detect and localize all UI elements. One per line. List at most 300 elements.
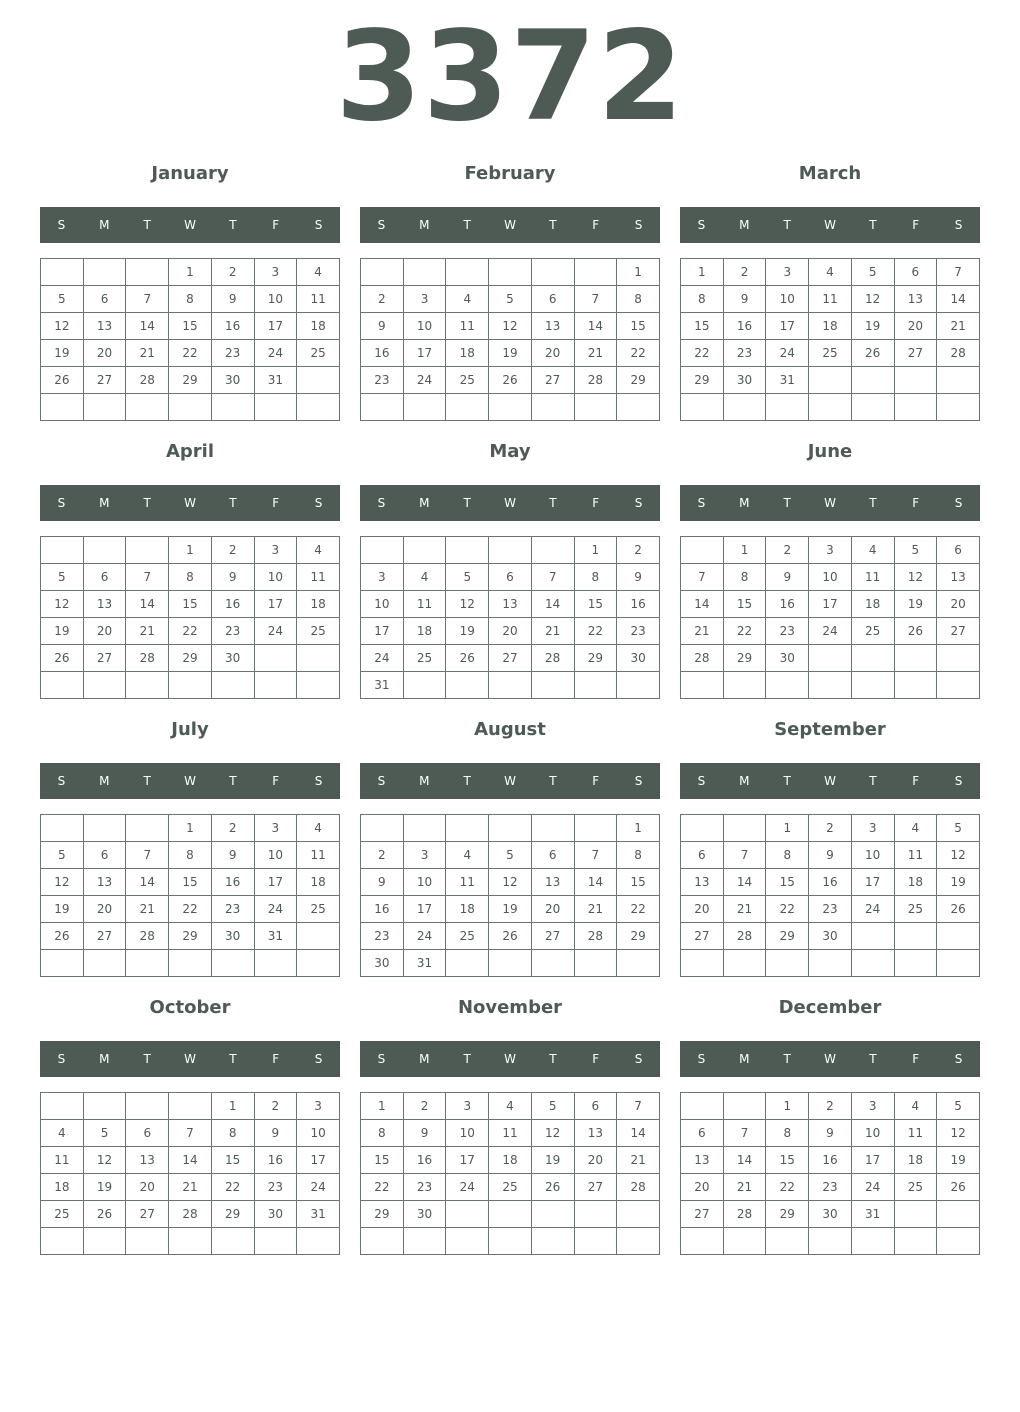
week-row	[361, 815, 660, 842]
empty-day-cell	[894, 367, 937, 394]
day-cell: 2	[403, 1093, 446, 1120]
empty-day-cell	[297, 672, 340, 699]
day-cell: 1	[169, 537, 212, 564]
weekday-label: T	[549, 496, 557, 510]
empty-day-cell	[681, 815, 724, 842]
day-cell: 1	[574, 537, 617, 564]
day-grid	[40, 258, 340, 421]
day-cell: 8	[723, 564, 766, 591]
weekday-label: S	[314, 774, 323, 788]
empty-day-cell	[297, 923, 340, 950]
day-cell: 20	[531, 340, 574, 367]
month-name: June	[807, 441, 853, 462]
day-cell: 20	[574, 1147, 617, 1174]
empty-day-cell	[937, 394, 980, 421]
week-row	[361, 367, 660, 394]
day-cell: 27	[894, 340, 937, 367]
weekday-label: T	[869, 218, 877, 232]
day-cell: 30	[254, 1201, 297, 1228]
week-row	[681, 367, 980, 394]
empty-day-cell	[126, 394, 169, 421]
day-cell: 20	[681, 896, 724, 923]
empty-day-cell	[254, 394, 297, 421]
empty-day-cell	[126, 672, 169, 699]
week-row	[681, 564, 980, 591]
empty-day-cell	[809, 367, 852, 394]
day-cell: 22	[211, 1174, 254, 1201]
day-cell: 7	[681, 564, 724, 591]
day-cell: 17	[851, 1147, 894, 1174]
day-cell: 17	[851, 869, 894, 896]
day-cell: 11	[446, 869, 489, 896]
weekday-label: S	[697, 774, 706, 788]
day-cell: 24	[446, 1174, 489, 1201]
day-cell: 25	[446, 923, 489, 950]
day-cell: 12	[41, 313, 84, 340]
day-cell: 6	[126, 1120, 169, 1147]
weekday-label: W	[504, 1052, 516, 1066]
day-cell: 2	[211, 815, 254, 842]
day-cell: 6	[531, 842, 574, 869]
day-cell: 3	[254, 815, 297, 842]
empty-day-cell	[723, 394, 766, 421]
day-cell: 27	[489, 645, 532, 672]
day-cell: 4	[446, 842, 489, 869]
empty-day-cell	[851, 923, 894, 950]
empty-day-cell	[937, 672, 980, 699]
empty-day-cell	[211, 950, 254, 977]
day-cell: 29	[169, 367, 212, 394]
weekday-label: S	[954, 774, 963, 788]
month-name: September	[774, 719, 886, 740]
weekday-label: T	[143, 218, 151, 232]
weekday-header	[360, 207, 660, 243]
day-cell: 25	[403, 645, 446, 672]
empty-day-cell	[446, 672, 489, 699]
empty-day-cell	[297, 367, 340, 394]
empty-day-cell	[254, 950, 297, 977]
week-row	[41, 259, 340, 286]
day-cell: 28	[126, 645, 169, 672]
day-cell: 18	[297, 591, 340, 618]
day-cell: 18	[41, 1174, 84, 1201]
week-row	[41, 537, 340, 564]
empty-day-cell	[446, 815, 489, 842]
empty-day-cell	[894, 923, 937, 950]
day-cell: 3	[254, 537, 297, 564]
day-cell: 18	[446, 340, 489, 367]
day-grid	[40, 536, 340, 699]
day-cell: 13	[489, 591, 532, 618]
day-cell: 26	[446, 645, 489, 672]
weekday-label: T	[229, 496, 237, 510]
day-cell: 9	[211, 286, 254, 313]
empty-day-cell	[254, 672, 297, 699]
day-cell: 5	[937, 1093, 980, 1120]
day-cell: 5	[937, 815, 980, 842]
day-cell: 25	[894, 896, 937, 923]
week-row	[681, 313, 980, 340]
weekday-label: M	[99, 774, 110, 788]
day-cell: 12	[489, 313, 532, 340]
weekday-label: T	[549, 774, 557, 788]
day-cell: 21	[723, 1174, 766, 1201]
day-cell: 28	[574, 367, 617, 394]
empty-day-cell	[403, 259, 446, 286]
day-cell: 19	[489, 340, 532, 367]
day-cell: 26	[41, 367, 84, 394]
day-cell: 3	[403, 842, 446, 869]
week-row	[361, 259, 660, 286]
empty-day-cell	[723, 1093, 766, 1120]
week-row	[361, 1201, 660, 1228]
week-row	[41, 1120, 340, 1147]
day-cell: 19	[489, 896, 532, 923]
day-cell: 11	[297, 286, 340, 313]
weekday-label: S	[314, 1052, 323, 1066]
day-cell: 18	[446, 896, 489, 923]
day-cell: 25	[446, 367, 489, 394]
day-cell: 30	[211, 367, 254, 394]
day-cell: 22	[169, 896, 212, 923]
empty-day-cell	[723, 672, 766, 699]
day-cell: 14	[126, 313, 169, 340]
day-cell: 12	[937, 842, 980, 869]
day-cell: 5	[83, 1120, 126, 1147]
day-cell: 30	[617, 645, 660, 672]
empty-day-cell	[489, 672, 532, 699]
day-cell: 2	[361, 842, 404, 869]
week-row	[41, 1174, 340, 1201]
week-row	[681, 896, 980, 923]
empty-day-cell	[83, 1093, 126, 1120]
empty-day-cell	[851, 367, 894, 394]
day-cell: 5	[41, 842, 84, 869]
day-grid	[680, 814, 980, 977]
month-name: March	[798, 163, 862, 184]
day-grid	[360, 536, 660, 699]
empty-day-cell	[937, 1228, 980, 1255]
weekday-header	[360, 485, 660, 521]
day-cell: 16	[403, 1147, 446, 1174]
day-cell: 18	[894, 1147, 937, 1174]
day-cell: 5	[41, 564, 84, 591]
day-cell: 19	[446, 618, 489, 645]
weekday-label: S	[57, 496, 66, 510]
weekday-label: T	[783, 496, 791, 510]
week-row	[681, 923, 980, 950]
week-row	[681, 1093, 980, 1120]
day-cell: 16	[211, 869, 254, 896]
weekday-label: S	[697, 218, 706, 232]
empty-day-cell	[531, 259, 574, 286]
empty-day-cell	[531, 1228, 574, 1255]
day-cell: 2	[254, 1093, 297, 1120]
weekday-label: M	[739, 218, 750, 232]
empty-day-cell	[297, 394, 340, 421]
weekday-label: W	[184, 774, 196, 788]
day-cell: 21	[574, 896, 617, 923]
day-cell: 28	[169, 1201, 212, 1228]
day-cell: 29	[681, 367, 724, 394]
day-cell: 24	[766, 340, 809, 367]
empty-day-cell	[894, 1228, 937, 1255]
week-row	[41, 815, 340, 842]
day-cell: 20	[83, 896, 126, 923]
empty-day-cell	[851, 672, 894, 699]
day-cell: 21	[617, 1147, 660, 1174]
week-row	[361, 564, 660, 591]
week-row	[41, 367, 340, 394]
day-cell: 16	[254, 1147, 297, 1174]
day-cell: 1	[361, 1093, 404, 1120]
weekday-label: W	[184, 218, 196, 232]
empty-day-cell	[361, 1228, 404, 1255]
weekday-label: S	[57, 218, 66, 232]
day-cell: 16	[361, 340, 404, 367]
week-row	[361, 869, 660, 896]
day-cell: 11	[894, 842, 937, 869]
weekday-label: T	[229, 218, 237, 232]
day-cell: 13	[531, 313, 574, 340]
weekday-header	[680, 763, 980, 799]
day-cell: 1	[211, 1093, 254, 1120]
day-cell: 14	[723, 1147, 766, 1174]
day-cell: 6	[489, 564, 532, 591]
weekday-header	[40, 1041, 340, 1077]
day-grid	[40, 1092, 340, 1255]
day-grid	[680, 536, 980, 699]
weekday-label: S	[634, 1052, 643, 1066]
weekday-label: T	[869, 1052, 877, 1066]
day-cell: 19	[851, 313, 894, 340]
day-cell: 27	[83, 367, 126, 394]
day-cell: 14	[126, 591, 169, 618]
week-row	[41, 340, 340, 367]
day-cell: 7	[574, 842, 617, 869]
day-cell: 17	[403, 896, 446, 923]
day-cell: 14	[574, 313, 617, 340]
day-cell: 3	[446, 1093, 489, 1120]
empty-day-cell	[83, 815, 126, 842]
day-cell: 10	[297, 1120, 340, 1147]
weekday-label: W	[824, 218, 836, 232]
day-cell: 1	[617, 259, 660, 286]
empty-day-cell	[574, 259, 617, 286]
day-cell: 15	[681, 313, 724, 340]
week-row	[41, 950, 340, 977]
weekday-label: S	[377, 774, 386, 788]
weekday-label: T	[463, 774, 471, 788]
week-row	[361, 1174, 660, 1201]
day-cell: 13	[83, 313, 126, 340]
day-cell: 30	[403, 1201, 446, 1228]
empty-day-cell	[169, 672, 212, 699]
weekday-label: M	[739, 496, 750, 510]
weekday-label: M	[419, 496, 430, 510]
day-cell: 15	[211, 1147, 254, 1174]
week-row	[361, 537, 660, 564]
day-cell: 10	[851, 842, 894, 869]
day-cell: 7	[126, 842, 169, 869]
day-cell: 13	[574, 1120, 617, 1147]
empty-day-cell	[403, 537, 446, 564]
day-cell: 8	[617, 286, 660, 313]
weekday-label: F	[272, 774, 280, 788]
day-cell: 25	[851, 618, 894, 645]
weekday-label: T	[783, 218, 791, 232]
day-cell: 14	[937, 286, 980, 313]
week-row	[681, 815, 980, 842]
week-row	[681, 286, 980, 313]
week-row	[41, 564, 340, 591]
month-name: January	[151, 163, 229, 184]
day-cell: 22	[723, 618, 766, 645]
day-cell: 1	[169, 815, 212, 842]
weekday-header	[360, 763, 660, 799]
empty-day-cell	[297, 1228, 340, 1255]
week-row	[681, 537, 980, 564]
month-name: October	[149, 997, 231, 1018]
empty-day-cell	[361, 537, 404, 564]
day-cell: 27	[681, 923, 724, 950]
weekday-label: S	[377, 496, 386, 510]
weekday-label: T	[549, 1052, 557, 1066]
empty-day-cell	[531, 394, 574, 421]
day-cell: 15	[169, 313, 212, 340]
day-cell: 23	[211, 340, 254, 367]
day-cell: 4	[894, 815, 937, 842]
day-cell: 24	[254, 896, 297, 923]
day-cell: 28	[617, 1174, 660, 1201]
day-cell: 13	[681, 869, 724, 896]
empty-day-cell	[83, 537, 126, 564]
day-cell: 19	[83, 1174, 126, 1201]
month-name: August	[474, 719, 546, 740]
day-cell: 17	[254, 313, 297, 340]
day-cell: 24	[297, 1174, 340, 1201]
empty-day-cell	[126, 1228, 169, 1255]
week-row	[681, 1120, 980, 1147]
day-cell: 10	[766, 286, 809, 313]
week-row	[681, 1147, 980, 1174]
day-cell: 23	[723, 340, 766, 367]
week-row	[361, 1093, 660, 1120]
day-cell: 5	[41, 286, 84, 313]
weekday-header	[40, 207, 340, 243]
weekday-label: S	[314, 496, 323, 510]
weekday-label: T	[229, 774, 237, 788]
empty-day-cell	[361, 815, 404, 842]
empty-day-cell	[211, 1228, 254, 1255]
day-cell: 28	[126, 367, 169, 394]
month-name: December	[778, 997, 882, 1018]
day-cell: 22	[617, 896, 660, 923]
day-cell: 19	[531, 1147, 574, 1174]
day-cell: 4	[297, 815, 340, 842]
day-cell: 21	[126, 340, 169, 367]
day-cell: 26	[41, 645, 84, 672]
day-cell: 6	[83, 564, 126, 591]
day-cell: 30	[766, 645, 809, 672]
empty-day-cell	[169, 394, 212, 421]
week-row	[41, 394, 340, 421]
day-cell: 24	[403, 367, 446, 394]
weekday-label: M	[739, 774, 750, 788]
weekday-label: S	[634, 774, 643, 788]
day-cell: 25	[41, 1201, 84, 1228]
day-cell: 28	[681, 645, 724, 672]
empty-day-cell	[617, 672, 660, 699]
day-cell: 23	[766, 618, 809, 645]
day-cell: 7	[723, 842, 766, 869]
empty-day-cell	[894, 950, 937, 977]
weekday-label: T	[869, 774, 877, 788]
day-cell: 5	[489, 286, 532, 313]
weekday-label: T	[463, 1052, 471, 1066]
day-cell: 8	[169, 842, 212, 869]
day-cell: 28	[937, 340, 980, 367]
day-cell: 2	[617, 537, 660, 564]
empty-day-cell	[937, 1201, 980, 1228]
empty-day-cell	[211, 672, 254, 699]
day-cell: 16	[211, 591, 254, 618]
empty-day-cell	[574, 1228, 617, 1255]
weekday-label: W	[824, 1052, 836, 1066]
day-cell: 23	[809, 896, 852, 923]
day-cell: 27	[937, 618, 980, 645]
day-cell: 23	[361, 367, 404, 394]
week-row	[361, 1120, 660, 1147]
empty-day-cell	[169, 1093, 212, 1120]
day-cell: 26	[41, 923, 84, 950]
day-cell: 24	[403, 923, 446, 950]
day-cell: 12	[41, 869, 84, 896]
day-cell: 28	[723, 923, 766, 950]
day-cell: 21	[126, 618, 169, 645]
day-cell: 29	[723, 645, 766, 672]
empty-day-cell	[809, 394, 852, 421]
week-row	[41, 842, 340, 869]
day-cell: 23	[211, 618, 254, 645]
weekday-header	[40, 763, 340, 799]
day-cell: 11	[489, 1120, 532, 1147]
day-cell: 12	[489, 869, 532, 896]
empty-day-cell	[254, 645, 297, 672]
day-cell: 29	[617, 923, 660, 950]
day-cell: 15	[169, 591, 212, 618]
weekday-label: M	[99, 218, 110, 232]
empty-day-cell	[766, 1228, 809, 1255]
empty-day-cell	[531, 815, 574, 842]
week-row	[41, 896, 340, 923]
day-cell: 24	[254, 340, 297, 367]
day-cell: 23	[403, 1174, 446, 1201]
day-cell: 7	[617, 1093, 660, 1120]
empty-day-cell	[41, 815, 84, 842]
weekday-label: S	[314, 218, 323, 232]
day-cell: 27	[574, 1174, 617, 1201]
week-row	[361, 618, 660, 645]
day-cell: 24	[851, 1174, 894, 1201]
day-cell: 10	[809, 564, 852, 591]
week-row	[361, 313, 660, 340]
day-cell: 2	[723, 259, 766, 286]
weekday-label: F	[912, 496, 920, 510]
empty-day-cell	[937, 923, 980, 950]
day-cell: 3	[766, 259, 809, 286]
day-cell: 30	[211, 923, 254, 950]
